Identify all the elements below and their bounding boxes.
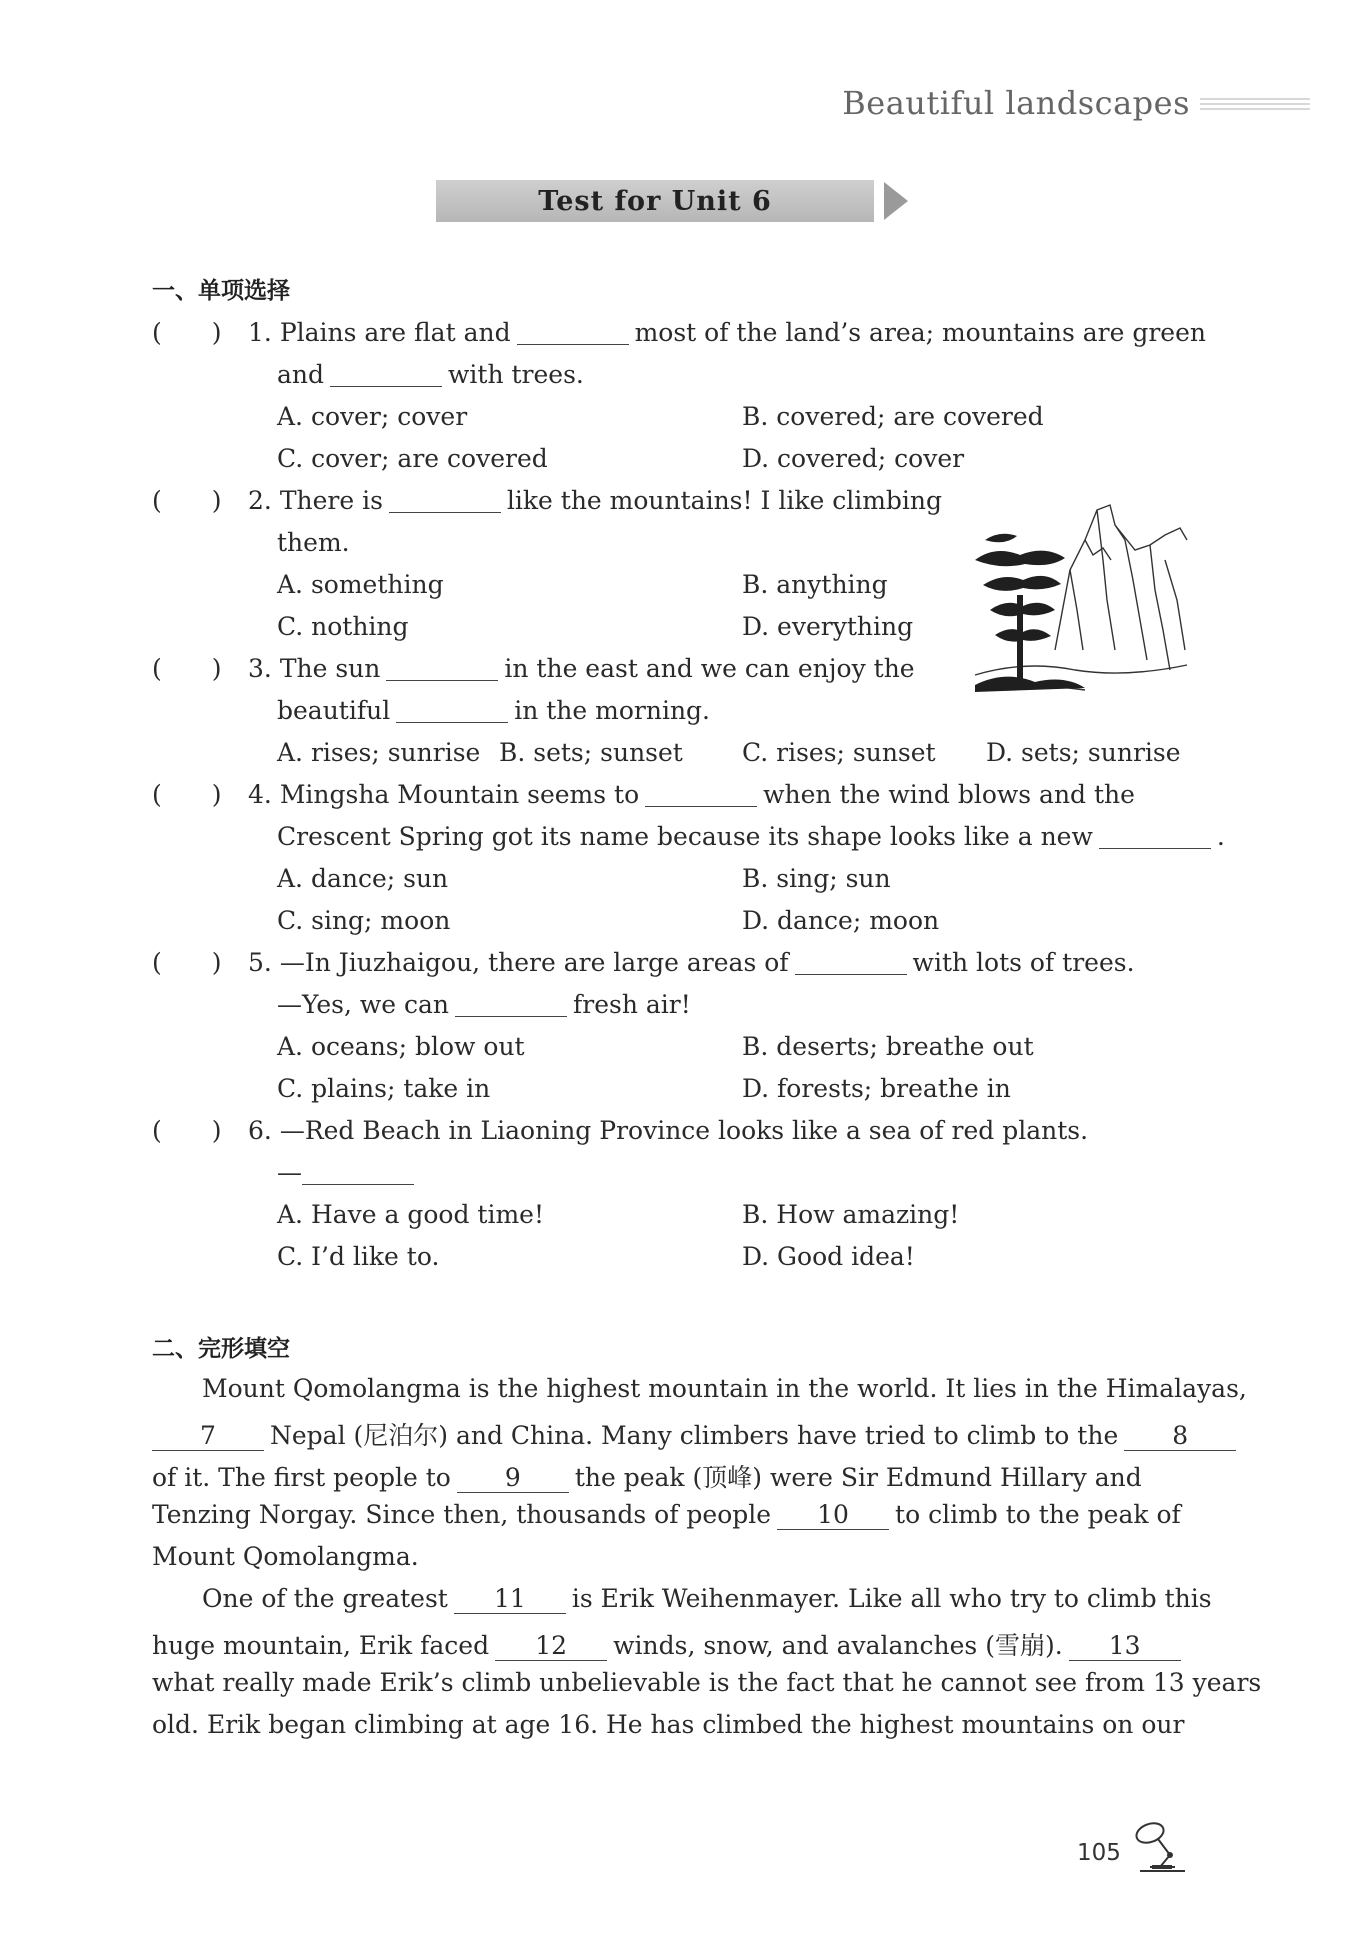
- header-decoration-lines: [1200, 98, 1310, 112]
- q5-option-b: B. deserts; breathe out: [742, 1032, 1034, 1061]
- cloze-line-5: Mount Qomolangma.: [152, 1542, 419, 1571]
- question-3-cont: beautiful in the morning.: [277, 696, 710, 725]
- q1-option-d: D. covered; cover: [742, 444, 965, 473]
- answer-bracket-q2[interactable]: ( ): [152, 486, 222, 515]
- q6-option-a: A. Have a good time!: [277, 1200, 545, 1229]
- question-1-cont: and with trees.: [277, 360, 584, 389]
- mountain-pine-illustration-icon: [965, 500, 1190, 695]
- cloze-line-8: what really made Erik’s climb unbelievable is the fact that he cannot see from 13 years: [152, 1668, 1262, 1697]
- question-2-cont: them.: [277, 528, 350, 557]
- question-2: 2. There is like the mountains! I like climbing: [248, 486, 943, 515]
- title-banner: [436, 180, 874, 222]
- question-4: 4. Mingsha Mountain seems to when the wind blows and the: [248, 780, 1135, 809]
- q6-option-b: B. How amazing!: [742, 1200, 960, 1229]
- q4-option-a: A. dance; sun: [277, 864, 449, 893]
- blank-8: 8: [1124, 1421, 1236, 1451]
- blank: [396, 699, 508, 723]
- lamp-mascot-icon: [1130, 1815, 1190, 1875]
- question-3: 3. The sun in the east and we can enjoy the: [248, 654, 915, 683]
- blank-7: 7: [152, 1421, 264, 1451]
- blank-10: 10: [777, 1500, 889, 1530]
- q5-option-a: A. oceans; blow out: [277, 1032, 525, 1061]
- section-heading-cloze: 二、完形填空: [152, 1336, 290, 1362]
- cloze-line-4: Tenzing Norgay. Since then, thousands of people 10 to climb to the peak of: [152, 1500, 1181, 1529]
- q5-option-d: D. forests; breathe in: [742, 1074, 1011, 1103]
- question-5-cont: —Yes, we can fresh air!: [277, 990, 691, 1019]
- blank: [455, 993, 567, 1017]
- question-1: 1. Plains are flat and most of the land’s area; mountains are green: [248, 318, 1206, 347]
- blank: [517, 321, 629, 345]
- question-6: 6. —Red Beach in Liaoning Province looks like a sea of red plants.: [248, 1116, 1089, 1145]
- blank: [386, 657, 498, 681]
- cloze-line-6: One of the greatest 11 is Erik Weihenmayer. Like all who try to climb this: [202, 1584, 1212, 1613]
- q3-option-b: B. sets; sunset: [499, 738, 683, 767]
- page-number: 105: [1077, 1840, 1121, 1866]
- q4-option-c: C. sing; moon: [277, 906, 451, 935]
- question-6-cont: —: [277, 1158, 420, 1187]
- q6-option-d: D. Good idea!: [742, 1242, 915, 1271]
- q3-option-a: A. rises; sunrise: [277, 738, 481, 767]
- q2-option-c: C. nothing: [277, 612, 409, 641]
- cloze-line-3: of it. The first people to 9 the peak (顶峰) were Sir Edmund Hillary and: [152, 1463, 1142, 1492]
- answer-bracket-q1[interactable]: ( ): [152, 318, 222, 347]
- answer-bracket-q3[interactable]: ( ): [152, 654, 222, 683]
- q3-option-d: D. sets; sunrise: [986, 738, 1181, 767]
- blank: [1099, 825, 1211, 849]
- cloze-line-9: old. Erik began climbing at age 16. He has climbed the highest mountains on our: [152, 1710, 1185, 1739]
- cloze-line-2: 7 Nepal (尼泊尔) and China. Many climbers have tried to climb to the 8: [152, 1416, 1242, 1452]
- cloze-line-1: Mount Qomolangma is the highest mountain in the world. It lies in the Himalayas,: [202, 1374, 1247, 1403]
- blank-12: 12: [495, 1631, 607, 1661]
- q3-option-c: C. rises; sunset: [742, 738, 936, 767]
- question-4-cont: Crescent Spring got its name because its shape looks like a new .: [277, 822, 1225, 851]
- q4-option-b: B. sing; sun: [742, 864, 891, 893]
- q2-option-d: D. everything: [742, 612, 914, 641]
- q5-option-c: C. plains; take in: [277, 1074, 491, 1103]
- title-arrow-icon: [884, 182, 908, 220]
- blank-11: 11: [454, 1584, 566, 1614]
- section-heading-choice: 一、单项选择: [152, 278, 290, 304]
- cloze-line-7: huge mountain, Erik faced 12 winds, snow, and avalanches (雪崩). 13: [152, 1626, 1187, 1662]
- q2-option-b: B. anything: [742, 570, 888, 599]
- blank: [302, 1161, 414, 1185]
- q1-option-c: C. cover; are covered: [277, 444, 548, 473]
- answer-bracket-q6[interactable]: ( ): [152, 1116, 222, 1145]
- running-head: Beautiful landscapes: [842, 84, 1190, 122]
- question-5: 5. —In Jiuzhaigou, there are large areas of with lots of trees.: [248, 948, 1135, 977]
- q6-option-c: C. I’d like to.: [277, 1242, 440, 1271]
- blank-9: 9: [457, 1463, 569, 1493]
- answer-bracket-q4[interactable]: ( ): [152, 780, 222, 809]
- blank: [330, 363, 442, 387]
- blank: [389, 489, 501, 513]
- blank: [795, 951, 907, 975]
- q4-option-d: D. dance; moon: [742, 906, 940, 935]
- blank: [645, 783, 757, 807]
- q1-option-b: B. covered; are covered: [742, 402, 1044, 431]
- q1-option-a: A. cover; cover: [277, 402, 468, 431]
- answer-bracket-q5[interactable]: ( ): [152, 948, 222, 977]
- blank-13: 13: [1069, 1631, 1181, 1661]
- q2-option-a: A. something: [277, 570, 444, 599]
- page-title: Test for Unit 6: [538, 185, 772, 217]
